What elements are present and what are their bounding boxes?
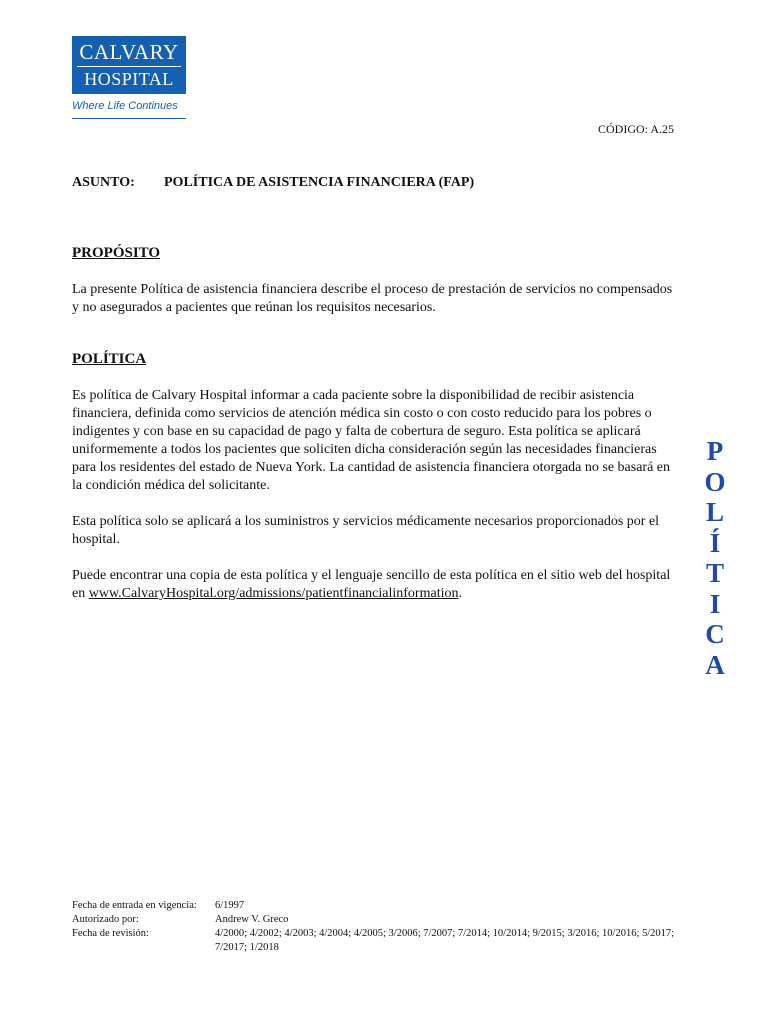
policy-paragraph-3 <box>72 567 682 603</box>
policy-paragraph-1: Es política de Calvary Hospital informar a cada paciente sobre la disponibilidad de recibir asistencia financiera, definida como servicios de atención médica sin costo o con costo reducido para los pobres o indigentes y con base en su capacidad de pago y falta de cobertura de seguro. Esta política se aplicará uniformemente a todos los pacientes que soliciten dicha consideración según las necesidades financieras para los residentes del estado de Nueva York. La cantidad de asistencia financiera otorgada no se basará en la condición médica del solicitante. <box>72 388 671 493</box>
vertical-letter: I <box>709 588 721 619</box>
revision-date-label: Fecha de revisión: <box>72 928 149 939</box>
logo-rule <box>77 66 181 67</box>
logo-box <box>72 36 186 94</box>
vertical-letter: A <box>705 649 725 680</box>
document-code: CÓDIGO: A.25 <box>598 122 675 136</box>
authorized-by-label: Autorizado por: <box>72 914 139 925</box>
vertical-letter: T <box>705 558 724 588</box>
vertical-policy-label <box>700 436 730 680</box>
vertical-letter: O <box>704 466 726 497</box>
authorized-by-value: Andrew V. Greco <box>215 914 289 925</box>
purpose-text: La presente Política de asistencia financiera describe el proceso de prestación de servicios no compensados y no asegurados a pacientes que reúnan los requisitos necesarios. <box>72 282 673 315</box>
effective-date-row <box>72 899 685 913</box>
patient-financial-info-link[interactable]: www.CalvaryHospital.org/admissions/patientfinancialinformation <box>88 586 459 601</box>
policy-heading: POLÍTICA <box>72 351 147 367</box>
effective-date-label: Fecha de entrada en vigencia: <box>72 900 197 911</box>
vertical-letter: C <box>705 619 725 649</box>
vertical-letter: P <box>706 436 724 466</box>
vertical-letter: L <box>705 497 724 527</box>
logo-line1: CALVARY <box>79 40 179 64</box>
purpose-heading: PROPÓSITO <box>72 245 161 261</box>
revision-date-row <box>72 927 685 955</box>
policy-paragraph-3-text: Puede encontrar una copia de esta política y el lenguaje sencillo de esta política en el sitio web del hospital en <box>72 568 671 601</box>
logo-line2: HOSPITAL <box>84 69 174 89</box>
revision-date-value: 4/2000; 4/2002; 4/2003; 4/2004; 4/2005; 3/2006; 7/2007; 7/2014; 10/2014; 9/2015; 3/2016; 10/2016; 5/2017; 7/2017; 1/2018 <box>215 928 675 953</box>
calvary-hospital-logo <box>72 36 186 119</box>
effective-date-value: 6/1997 <box>215 900 245 911</box>
policy-paragraph-3-end: . <box>458 586 462 601</box>
policy-paragraph-2: Esta política solo se aplicará a los suministros y servicios médicamente necesarios proporcionados por el hospital. <box>72 514 660 547</box>
vertical-letter: Í <box>709 527 721 558</box>
document-footer <box>72 899 685 955</box>
subject-label: ASUNTO: <box>72 175 135 190</box>
subject-row <box>72 175 474 191</box>
authorized-by-row <box>72 913 685 927</box>
logo-tagline: Where Life Continues <box>72 100 186 119</box>
subject-value: POLÍTICA DE ASISTENCIA FINANCIERA (FAP) <box>164 175 475 190</box>
